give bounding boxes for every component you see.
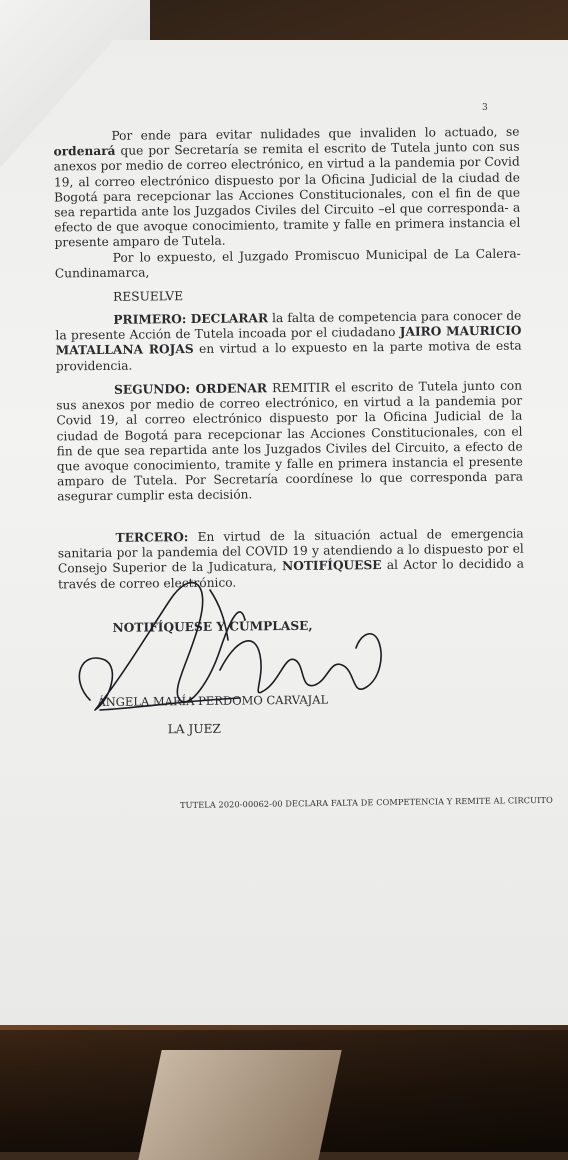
footer-reference: TUTELA 2020-00062-00 DECLARA FALTA DE COMPETENCIA Y REMITE AL CIRCUITO	[180, 794, 553, 810]
handwritten-signature	[60, 560, 400, 730]
paragraph-intro: Por ende para evitar nulidades que invaliden lo actuado, se ordenará que por Secretaría se remita el escrito de Tutela junto con sus anexos por medio de correo electrónico, en virtud a la pandemia por Covid 19, al correo electrónico dispuesto por la Oficina Judicial de la ciudad de Bogotá para recepcionar las Acciones Constitucionales, con el fin de que sea repartida ante los Juzgados Civiles del Circuito –el que corresponda- a efecto de que avoque conocimiento, tramite y falle en primera instancia el presente amparo de Tutela.	[53, 124, 521, 250]
signer-title: LA JUEZ	[167, 721, 222, 737]
floor-tile	[138, 1050, 341, 1160]
paragraph-por-lo-expuesto: Por lo expuesto, el Juzgado Promiscuo Municipal de La Calera-Cundinamarca,	[54, 246, 521, 281]
page-number: 3	[482, 103, 488, 113]
paragraph-segundo: SEGUNDO: ORDENAR REMITIR el escrito de Tutela junto con sus anexos por medio de correo electrónico, en virtud a la pandemia por Covid 19, al correo electrónico dispuesto por la Oficina Judicial de la ciudad de Bogotá para recepcionar las Acciones Constitucionales, con el fin de que sea repartida ante los Juzgados Civiles del Circuito, a efecto de que avoque conocimiento, tramite y falle en primera instancia el presente amparo de Tutela. Por Secretaría coordínese lo que corresponda para asegurar cumplir esta decisión.	[56, 378, 524, 504]
closing-formula: NOTIFÍQUESE Y CÚMPLASE,	[112, 618, 313, 635]
resuelve-heading: RESUELVE	[113, 289, 184, 304]
paragraph-primero: PRIMERO: DECLARAR la falta de competencia para conocer de la presente Acción de Tutela incoada por el ciudadano JAIRO MAURICIO MATALLANA ROJAS en virtud a lo expuesto en la parte motiva de esta providencia.	[55, 308, 522, 374]
paragraph-tercero: TERCERO: En virtud de la situación actual de emergencia sanitaria por la pandemia del COVID 19 y atendiendo a lo dispuesto por el Consejo Superior de la Judicatura, NOTIFÍQUESE al Actor lo decidido a través de correo electrónico.	[57, 526, 525, 592]
signer-name: ÁNGELA MARÍA PERDOMO CARVAJAL	[97, 692, 329, 710]
